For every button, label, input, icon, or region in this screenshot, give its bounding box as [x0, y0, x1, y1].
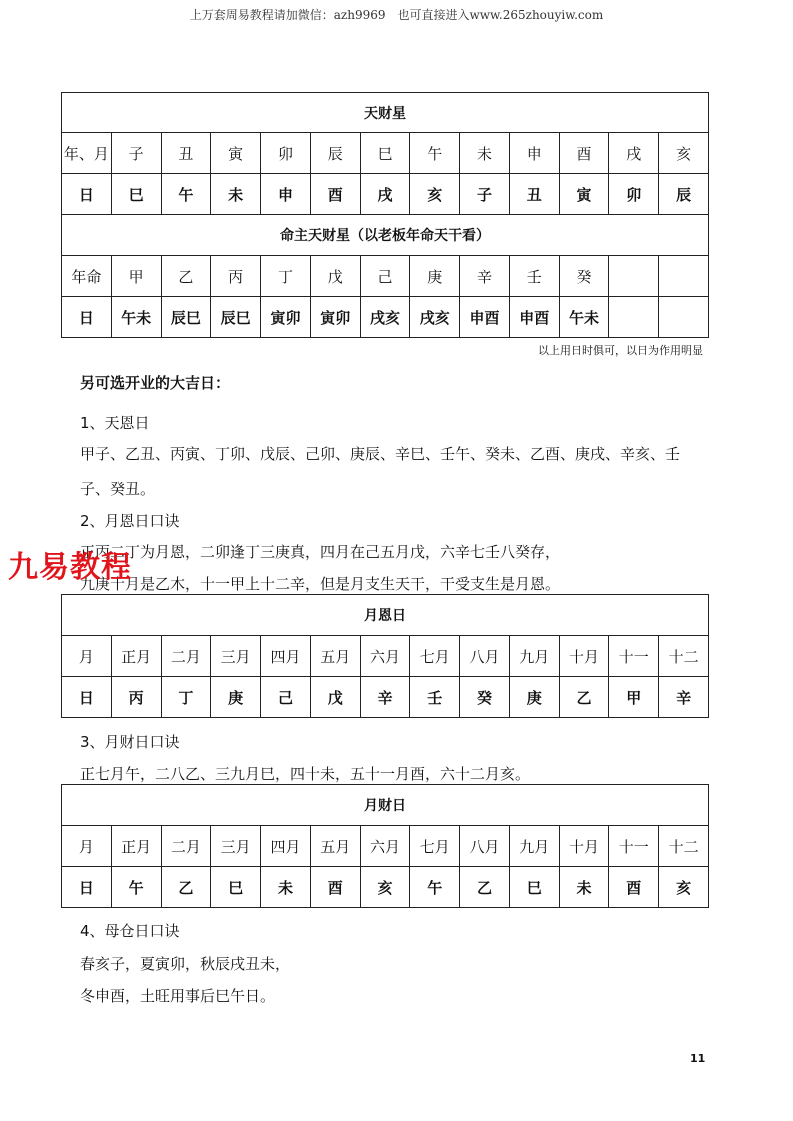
table-cell: 申酉 — [509, 297, 559, 338]
table-row — [62, 677, 709, 718]
table-cell: 十二 — [659, 826, 709, 867]
table-cell: 酉 — [310, 867, 360, 908]
table-cell: 十月 — [559, 826, 609, 867]
table-cell: 十二 — [659, 636, 709, 677]
table-cell: 辛 — [460, 256, 510, 297]
table-cell: 午 — [111, 867, 161, 908]
table-cell: 丑 — [161, 133, 211, 174]
table-cell: 甲 — [111, 256, 161, 297]
table-cell: 八月 — [460, 826, 510, 867]
table-cell: 亥 — [360, 867, 410, 908]
paragraph-line: 九庚十月是乙木，十一甲上十二辛，但是月支生天干，干受支生是月恩。 — [80, 575, 561, 593]
table-cell: 寅卯 — [261, 297, 311, 338]
table-cell: 乙 — [161, 867, 211, 908]
table-cell: 乙 — [161, 256, 211, 297]
item-heading: 1、天恩日 — [80, 414, 150, 432]
table-cell: 未 — [211, 174, 261, 215]
table-cell: 九月 — [509, 826, 559, 867]
table-cell: 月 — [62, 636, 112, 677]
table-cell: 日 — [62, 174, 112, 215]
table-title: 月财日 — [62, 785, 709, 826]
table-cell: 丁 — [261, 256, 311, 297]
table-cell: 庚 — [410, 256, 460, 297]
table-cell: 亥 — [410, 174, 460, 215]
table-cell: 庚 — [509, 677, 559, 718]
table-cell: 丑 — [509, 174, 559, 215]
table-cell: 己 — [360, 256, 410, 297]
table-title: 月恩日 — [62, 595, 709, 636]
paragraph-line: 正丙二丁为月恩，二卯逢丁三庚真，四月在己五月戊，六辛七壬八癸存， — [80, 543, 561, 561]
table-cell: 癸 — [559, 256, 609, 297]
table-cell: 丁 — [161, 677, 211, 718]
table-cell: 午未 — [559, 297, 609, 338]
watermark-logo: 九易教程 — [8, 550, 132, 585]
table-cell: 巳 — [509, 867, 559, 908]
table-subtitle: 命主天财星（以老板年命天干看） — [62, 215, 709, 256]
table-cell: 六月 — [360, 636, 410, 677]
table-cell: 日 — [62, 867, 112, 908]
table-cell: 己 — [261, 677, 311, 718]
table-cell: 四月 — [261, 826, 311, 867]
table-cell: 丙 — [211, 256, 261, 297]
table-cell: 寅 — [211, 133, 261, 174]
table-cell: 寅 — [559, 174, 609, 215]
table-cell: 正月 — [111, 826, 161, 867]
table-cell: 子 — [111, 133, 161, 174]
table-cell: 辛 — [659, 677, 709, 718]
table-cell: 申酉 — [460, 297, 510, 338]
month-wealth-table — [61, 784, 709, 908]
table-cell: 亥 — [659, 867, 709, 908]
table-row — [62, 867, 709, 908]
table-cell: 七月 — [410, 636, 460, 677]
item-heading: 4、母仓日口诀 — [80, 922, 180, 940]
table-cell: 戊 — [310, 677, 360, 718]
paragraph-line: 冬申酉，土旺用事后巳午日。 — [80, 987, 276, 1005]
table-row — [62, 174, 709, 215]
table-cell: 日 — [62, 677, 112, 718]
table-cell: 巳 — [211, 867, 261, 908]
table-cell: 午 — [410, 867, 460, 908]
table-cell: 辰 — [659, 174, 709, 215]
table-cell — [609, 297, 659, 338]
paragraph-line: 甲子、乙丑、丙寅、丁卯、戊辰、己卯、庚辰、辛巳、壬午、癸未、乙酉、庚戌、辛亥、壬 — [80, 445, 681, 463]
table-cell: 年命 — [62, 256, 112, 297]
table-row — [62, 826, 709, 867]
table-cell: 乙 — [460, 867, 510, 908]
table-cell: 巳 — [360, 133, 410, 174]
table-cell: 年、月 — [62, 133, 112, 174]
section-title: 另可选开业的大吉日： — [80, 374, 231, 392]
table-row — [62, 133, 709, 174]
table-cell: 十月 — [559, 636, 609, 677]
paragraph-line: 春亥子，夏寅卯，秋辰戌丑未， — [80, 955, 291, 973]
table-cell: 酉 — [609, 867, 659, 908]
table-cell: 十一 — [609, 636, 659, 677]
table-cell: 二月 — [161, 636, 211, 677]
table-row — [62, 297, 709, 338]
table-cell: 酉 — [559, 133, 609, 174]
table-cell: 乙 — [559, 677, 609, 718]
table-cell: 申 — [509, 133, 559, 174]
table-cell: 戌亥 — [410, 297, 460, 338]
item-heading: 3、月财日口诀 — [80, 733, 180, 751]
table-cell: 月 — [62, 826, 112, 867]
table-cell: 辰巳 — [161, 297, 211, 338]
table-cell: 辰巳 — [211, 297, 261, 338]
table-cell: 亥 — [659, 133, 709, 174]
table-cell: 丙 — [111, 677, 161, 718]
table-cell: 三月 — [211, 636, 261, 677]
table-footnote: 以上用日时俱可，以日为作用明显 — [538, 344, 703, 357]
table-cell — [609, 256, 659, 297]
table-cell: 午未 — [111, 297, 161, 338]
table-cell: 十一 — [609, 826, 659, 867]
table-cell: 正月 — [111, 636, 161, 677]
table-cell: 未 — [261, 867, 311, 908]
table-cell: 癸 — [460, 677, 510, 718]
paragraph-line: 子、癸丑。 — [80, 480, 156, 498]
table-cell: 酉 — [310, 174, 360, 215]
item-heading: 2、月恩日口诀 — [80, 512, 180, 530]
table-cell: 午 — [161, 174, 211, 215]
table-cell: 申 — [261, 174, 311, 215]
table-cell: 日 — [62, 297, 112, 338]
table-cell: 戊 — [310, 256, 360, 297]
table-cell: 五月 — [310, 826, 360, 867]
table-cell — [659, 297, 709, 338]
table-cell: 未 — [559, 867, 609, 908]
table-cell: 未 — [460, 133, 510, 174]
table-cell: 五月 — [310, 636, 360, 677]
table-cell: 庚 — [211, 677, 261, 718]
page-number: 11 — [690, 1052, 706, 1065]
table-cell: 壬 — [509, 256, 559, 297]
table-cell: 戌 — [360, 174, 410, 215]
paragraph-line: 正七月午，二八乙、三九月巳，四十未，五十一月酉，六十二月亥。 — [80, 765, 531, 783]
table-row — [62, 636, 709, 677]
table-row — [62, 256, 709, 297]
table-cell: 午 — [410, 133, 460, 174]
table-title: 天财星 — [62, 93, 709, 133]
table-cell: 辛 — [360, 677, 410, 718]
table-cell — [659, 256, 709, 297]
month-grace-table — [61, 594, 709, 718]
table-cell: 四月 — [261, 636, 311, 677]
table-cell: 六月 — [360, 826, 410, 867]
table-cell: 卯 — [261, 133, 311, 174]
table-cell: 卯 — [609, 174, 659, 215]
heavenly-wealth-table — [61, 92, 709, 338]
table-cell: 壬 — [410, 677, 460, 718]
table-cell: 戌亥 — [360, 297, 410, 338]
table-cell: 寅卯 — [310, 297, 360, 338]
table-cell: 二月 — [161, 826, 211, 867]
table-cell: 子 — [460, 174, 510, 215]
header-banner: 上万套周易教程请加微信：azh9969 也可直接进入www.265zhouyiw.com — [189, 8, 604, 22]
table-cell: 辰 — [310, 133, 360, 174]
table-cell: 甲 — [609, 677, 659, 718]
table-cell: 九月 — [509, 636, 559, 677]
table-cell: 巳 — [111, 174, 161, 215]
table-cell: 七月 — [410, 826, 460, 867]
table-cell: 戌 — [609, 133, 659, 174]
table-cell: 三月 — [211, 826, 261, 867]
table-cell: 八月 — [460, 636, 510, 677]
